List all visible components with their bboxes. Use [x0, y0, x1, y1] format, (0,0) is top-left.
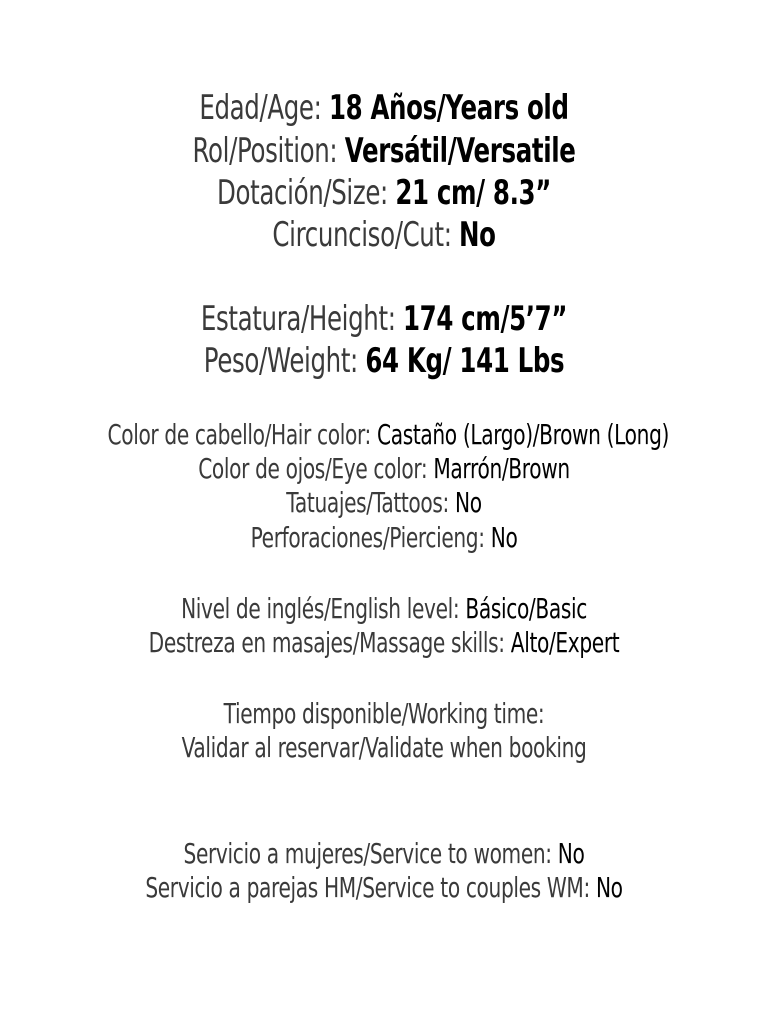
- cut-line: [108, 215, 661, 255]
- role-label: Rol/Position:: [192, 131, 345, 171]
- height-label: Estatura/Height:: [200, 299, 404, 339]
- cut-value: No: [459, 215, 496, 255]
- size-label: Dotación/Size:: [217, 173, 396, 213]
- height-line: [108, 299, 661, 339]
- working-time-label: Tiempo disponible/Working time:: [223, 697, 545, 730]
- piercing-label: Perforaciones/Piercieng:: [250, 521, 491, 554]
- women-service-label: Servicio a mujeres/Service to women:: [183, 837, 558, 870]
- couples-service-line: [108, 871, 661, 904]
- weight-label: Peso/Weight:: [203, 341, 366, 381]
- size-value: 21 cm/ 8.3”: [395, 173, 551, 213]
- massage-value: Alto/Expert: [510, 626, 620, 659]
- weight-line: [108, 341, 661, 381]
- hair-line: [107, 418, 670, 451]
- couples-service-label: Servicio a parejas HM/Service to couples WM:: [145, 871, 596, 904]
- working-time-line: [108, 697, 661, 730]
- eyes-value: Marrón/Brown: [433, 452, 570, 485]
- working-time-value: Validar al reservar/Validate when booking: [181, 731, 587, 764]
- hair-value: Castaño (Largo)/Brown (Long): [377, 418, 670, 451]
- piercing-line: [108, 521, 661, 554]
- role-line: [108, 131, 661, 171]
- role-value: Versátil/Versatile: [344, 131, 576, 171]
- height-value: 174 cm/5’7”: [403, 299, 568, 339]
- weight-value: 64 Kg/ 141 Lbs: [365, 341, 565, 381]
- eyes-label: Color de ojos/Eye color:: [198, 452, 434, 485]
- tattoos-value: No: [454, 486, 482, 519]
- tattoos-label: Tatuajes/Tattoos:: [286, 486, 455, 519]
- massage-label: Destreza en masajes/Massage skills:: [148, 626, 511, 659]
- size-line: [108, 173, 661, 213]
- age-value: 18 Años/Years old: [328, 88, 569, 128]
- english-label: Nivel de inglés/English level:: [181, 592, 466, 625]
- tattoos-line: [108, 486, 661, 519]
- women-service-value: No: [557, 837, 585, 870]
- massage-line: [108, 626, 661, 659]
- english-value: Básico/Basic: [465, 592, 587, 625]
- couples-service-value: No: [595, 871, 623, 904]
- working-time-value-line: [108, 731, 661, 764]
- women-service-line: [108, 837, 661, 870]
- age-line: [108, 88, 661, 128]
- english-line: [108, 592, 661, 625]
- eyes-line: [108, 452, 661, 485]
- piercing-value: No: [490, 521, 518, 554]
- age-label: Edad/Age:: [199, 88, 329, 128]
- hair-label: Color de cabello/Hair color:: [107, 418, 378, 451]
- cut-label: Circunciso/Cut:: [272, 215, 460, 255]
